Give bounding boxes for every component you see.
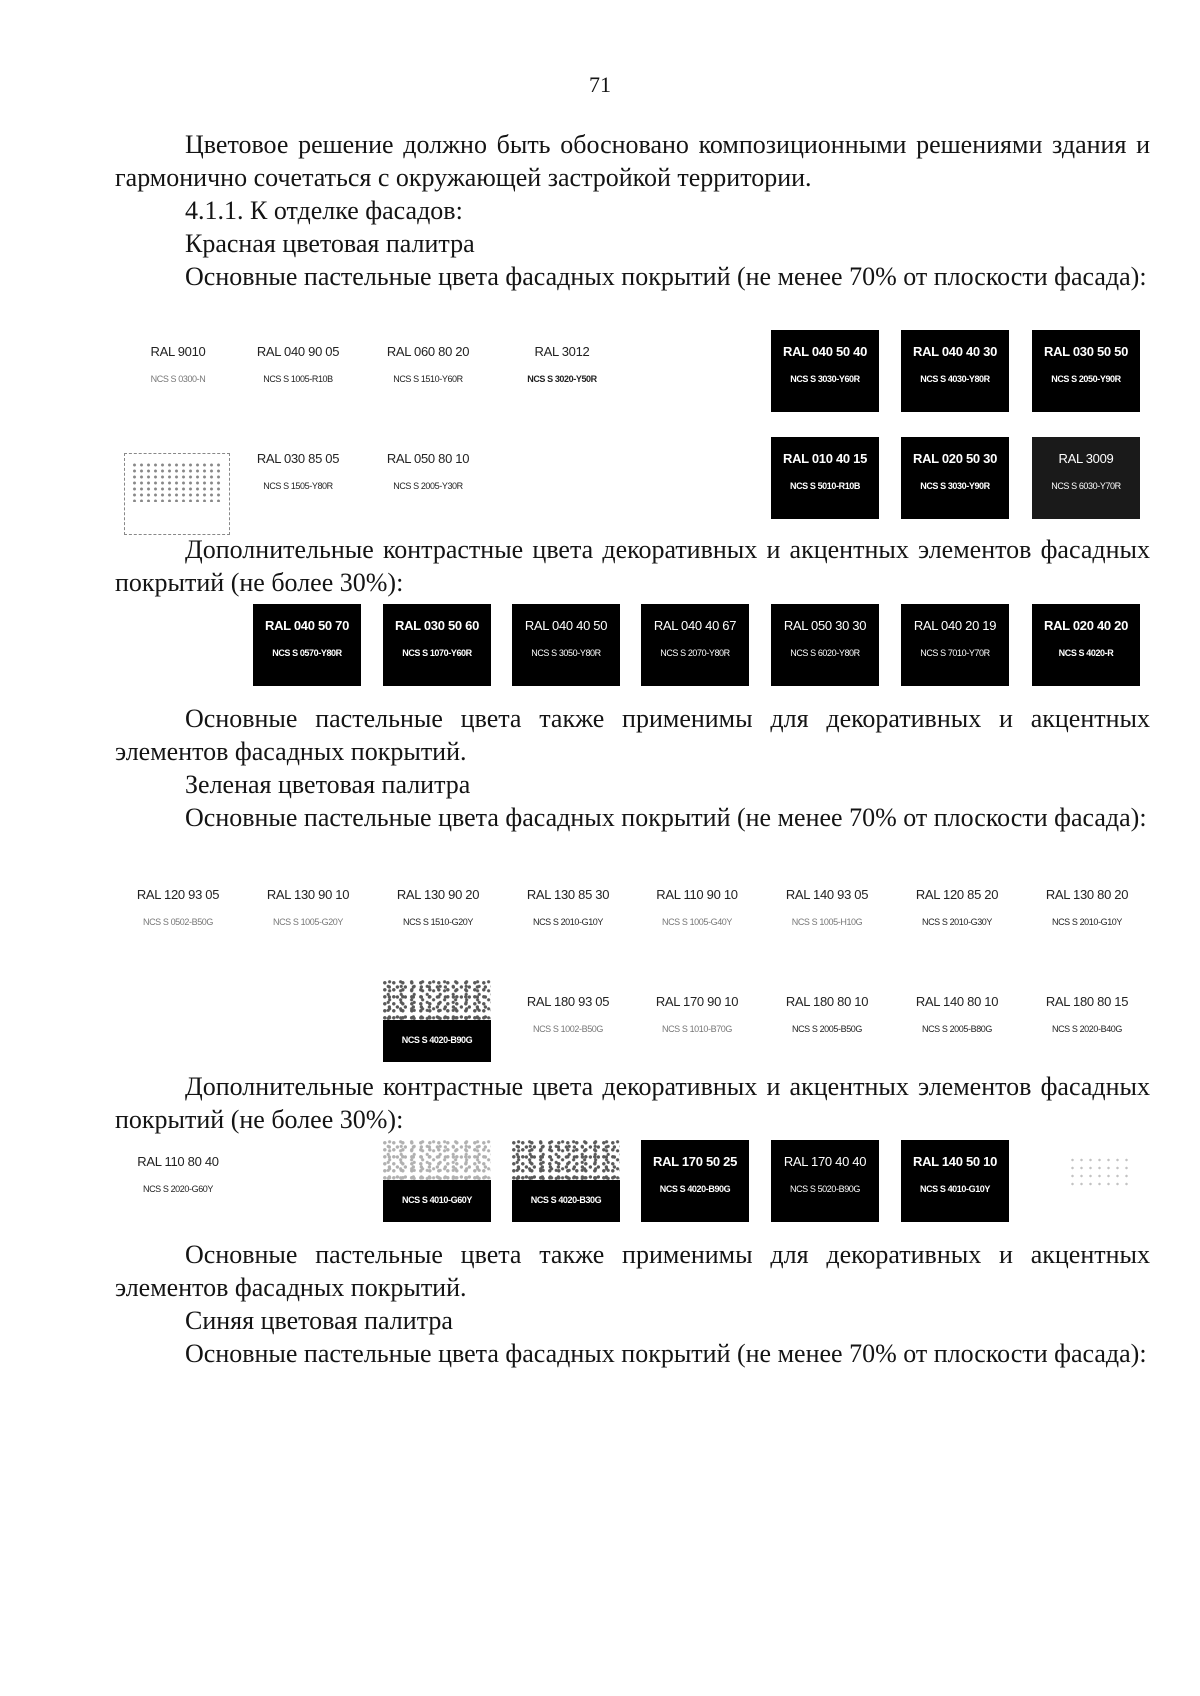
ncs-code: NCS S 3030-Y60R (790, 374, 860, 384)
swatch (773, 873, 881, 955)
ncs-code: NCS S 3050-Y80R (531, 648, 601, 658)
blue-main-paragraph: Основные пастельные цвета фасадных покрытий (не менее 70% от плоскости фасада): (185, 1339, 1147, 1368)
ncs-code: NCS S 0300-N (150, 374, 206, 384)
ral-code: RAL 170 90 10 (655, 994, 739, 1009)
swatch (253, 604, 361, 686)
ral-code: RAL 010 40 15 (782, 451, 868, 466)
ral-code: RAL 040 40 30 (912, 344, 998, 359)
page-number: 71 (589, 72, 611, 97)
swatch (124, 873, 232, 955)
swatch (384, 873, 492, 955)
ral-code: RAL 040 50 40 (782, 344, 868, 359)
ncs-code: NCS S 6030-Y70R (1051, 481, 1121, 491)
red-main-row-1 (0, 330, 1200, 420)
swatch (641, 604, 749, 686)
ncs-code: NCS S 4020-R (1058, 648, 1114, 658)
swatch (643, 980, 751, 1062)
ncs-code: NCS S 4020-B90G (659, 1184, 731, 1194)
green-note-paragraph: Основные пастельные цвета также применимы для декоративных и акцентных элементов фасадных покрытий. (115, 1240, 1150, 1302)
swatch (508, 330, 616, 412)
red-main-row-2 (0, 437, 1200, 527)
ncs-code: NCS S 3020-Y50R (527, 374, 597, 384)
ncs-code: NCS S 0570-Y80R (272, 648, 342, 658)
ral-code: RAL 170 50 25 (652, 1154, 738, 1169)
ncs-code: NCS S 2010-G10Y (532, 917, 604, 927)
swatch (773, 980, 881, 1062)
ral-code: RAL 170 40 40 (783, 1154, 867, 1169)
ral-code: RAL 120 93 05 (136, 887, 220, 902)
ral-code: RAL 040 40 50 (524, 618, 608, 633)
red-palette-title: Красная цветовая палитра (185, 229, 475, 258)
green-main-paragraph: Основные пастельные цвета фасадных покрытий (не менее 70% от плоскости фасада): (185, 803, 1147, 832)
swatch (901, 604, 1009, 686)
green-extra-paragraph: Дополнительные контрастные цвета декоративных и акцентных элементов фасадных покрытий (не более 30%): (115, 1072, 1150, 1134)
speckle-pattern (383, 1140, 491, 1180)
ral-code: RAL 130 80 20 (1045, 887, 1129, 902)
ral-code: RAL 050 30 30 (783, 618, 867, 633)
speckle-pattern (1068, 1156, 1128, 1186)
swatch (903, 873, 1011, 955)
ral-code: RAL 140 93 05 (785, 887, 869, 902)
ral-code: RAL 130 85 30 (526, 887, 610, 902)
swatch (374, 437, 482, 519)
ncs-code: NCS S 4020-B90G (401, 1035, 473, 1045)
red-main-paragraph: Основные пастельные цвета фасадных покрытий (не менее 70% от плоскости фасада): (185, 262, 1147, 291)
swatch (244, 330, 352, 412)
swatch (1033, 873, 1141, 955)
ral-code: RAL 3009 (1058, 451, 1114, 466)
ncs-code: NCS S 1510-G20Y (402, 917, 474, 927)
ncs-code: NCS S 1005-H10G (791, 917, 863, 927)
swatch (771, 437, 879, 519)
green-main-row-2 (0, 980, 1200, 1070)
ncs-code: NCS S 2020-B40G (1051, 1024, 1123, 1034)
ncs-code: NCS S 1005-G40Y (661, 917, 733, 927)
swatch (1033, 980, 1141, 1062)
swatch (374, 330, 482, 412)
swatch (124, 1140, 232, 1222)
ral-code: RAL 3012 (534, 344, 590, 359)
speckle-pattern (131, 462, 223, 502)
swatch (124, 330, 232, 412)
swatch (244, 437, 352, 519)
ral-code: RAL 9010 (150, 344, 206, 359)
ncs-code: NCS S 3030-Y90R (920, 481, 990, 491)
swatch (1032, 330, 1140, 412)
ral-code: RAL 040 20 19 (913, 618, 997, 633)
ral-code: RAL 110 90 10 (656, 887, 738, 902)
ncs-code: NCS S 5020-B90G (789, 1184, 861, 1194)
ncs-code: NCS S 1070-Y60R (402, 648, 472, 658)
ral-code: RAL 060 80 20 (386, 344, 470, 359)
ral-code: RAL 020 50 30 (912, 451, 998, 466)
ncs-code: NCS S 2005-Y30R (393, 481, 463, 491)
red-extra-row (0, 604, 1200, 694)
ral-code: RAL 040 40 67 (653, 618, 737, 633)
ral-code: RAL 030 85 05 (256, 451, 340, 466)
ncs-code: NCS S 2070-Y80R (660, 648, 730, 658)
swatch (512, 1140, 620, 1222)
speckle-pattern (383, 980, 491, 1020)
ncs-code: NCS S 4030-Y80R (920, 374, 990, 384)
ral-code: RAL 110 80 40 (137, 1154, 219, 1169)
ncs-code: NCS S 1510-Y60R (393, 374, 463, 384)
swatch (1032, 604, 1140, 686)
swatch-obscured (1058, 1140, 1138, 1222)
ncs-code: NCS S 2005-B50G (791, 1024, 863, 1034)
red-note-paragraph: Основные пастельные цвета также применимы для декоративных и акцентных элементов фасадных покрытий. (115, 704, 1150, 766)
ncs-code: NCS S 2010-G10Y (1051, 917, 1123, 927)
ral-code: RAL 020 40 20 (1043, 618, 1129, 633)
blue-palette-title: Синяя цветовая палитра (185, 1306, 453, 1335)
ral-code: RAL 180 93 05 (526, 994, 610, 1009)
ral-code: RAL 030 50 60 (394, 618, 480, 633)
speckle-pattern (512, 1140, 620, 1180)
ral-code: RAL 140 80 10 (915, 994, 999, 1009)
ral-code: RAL 040 90 05 (256, 344, 340, 359)
ncs-code: NCS S 7010-Y70R (920, 648, 990, 658)
swatch (254, 873, 362, 955)
section-heading: 4.1.1. К отделке фасадов: (185, 196, 463, 225)
ral-code: RAL 050 80 10 (386, 451, 470, 466)
ncs-code: NCS S 4020-B30G (530, 1195, 602, 1205)
swatch-obscured (124, 453, 230, 535)
swatch (383, 980, 491, 1062)
ncs-code: NCS S 1005-R10B (263, 374, 333, 384)
green-extra-row (0, 1140, 1200, 1230)
swatch (383, 1140, 491, 1222)
ncs-code: NCS S 2005-B80G (921, 1024, 993, 1034)
ncs-code: NCS S 6020-Y80R (790, 648, 860, 658)
swatch (383, 604, 491, 686)
ral-code: RAL 040 50 70 (264, 618, 350, 633)
swatch (514, 873, 622, 955)
ral-code: RAL 030 50 50 (1043, 344, 1129, 359)
ral-code: RAL 140 50 10 (912, 1154, 998, 1169)
swatch (512, 604, 620, 686)
swatch (771, 604, 879, 686)
green-main-row-1 (0, 873, 1200, 963)
ncs-code: NCS S 1002-B50G (532, 1024, 604, 1034)
ral-code: RAL 180 80 10 (785, 994, 869, 1009)
ncs-code: NCS S 2020-G60Y (142, 1184, 214, 1194)
ncs-code: NCS S 4010-G10Y (919, 1184, 991, 1194)
ncs-code: NCS S 2010-G30Y (921, 917, 993, 927)
ncs-code: NCS S 0502-B50G (142, 917, 214, 927)
ncs-code: NCS S 1005-G20Y (272, 917, 344, 927)
ncs-code: NCS S 1010-B70G (661, 1024, 733, 1034)
swatch (643, 873, 751, 955)
ral-code: RAL 120 85 20 (915, 887, 999, 902)
swatch (1032, 437, 1140, 519)
ncs-code: NCS S 1505-Y80R (263, 481, 333, 491)
swatch (771, 1140, 879, 1222)
swatch (641, 1140, 749, 1222)
intro-paragraph: Цветовое решение должно быть обосновано композиционными решениями здания и гармонично сочетаться с окружающей застройкой территории. (115, 130, 1150, 192)
swatch (901, 437, 1009, 519)
ncs-code: NCS S 4010-G60Y (401, 1195, 473, 1205)
ral-code: RAL 130 90 20 (396, 887, 480, 902)
swatch (771, 330, 879, 412)
ncs-code: NCS S 5010-R10B (789, 481, 861, 491)
swatch (514, 980, 622, 1062)
red-extra-paragraph: Дополнительные контрастные цвета декоративных и акцентных элементов фасадных покрытий (не более 30%): (115, 535, 1150, 597)
ral-code: RAL 130 90 10 (266, 887, 350, 902)
swatch (901, 330, 1009, 412)
ral-code: RAL 180 80 15 (1045, 994, 1129, 1009)
ncs-code: NCS S 2050-Y90R (1051, 374, 1121, 384)
swatch (901, 1140, 1009, 1222)
swatch (903, 980, 1011, 1062)
green-palette-title: Зеленая цветовая палитра (185, 770, 471, 799)
